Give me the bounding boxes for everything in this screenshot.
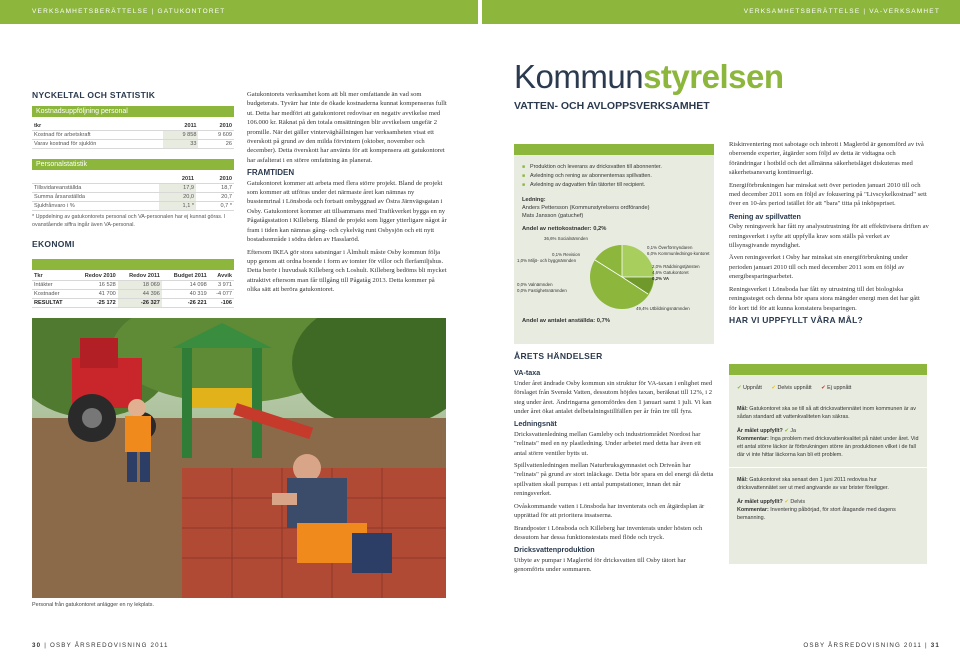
netto-label: Andel av nettokostnader: [522, 226, 592, 232]
title-bold: styrelsen [643, 58, 784, 95]
pie-label: 1,0% Miljö- och byggnämnden [517, 258, 577, 263]
ledning-block [514, 190, 714, 220]
paragraph: Eftersom IKEA gör stora satsningar i Älmhult måste Osby kommun följa upp genom att ordna boende i form av tomter för villor och flerfamiljshus. Detta berör i huvudsak Killeberg och Loshult. Killeberg bedöms bli mycket attraktivt eftersom man får tillgång till Pågatåg 2013. Detta kommer på olika sätt att beröra gatukontoret. [247, 248, 447, 294]
goal-text: Gatukontoret ska senast den 1 juni 2011 redovisa hur dricksvattennätet ser ut med angivande av var brister föreligger. [737, 477, 889, 491]
paragraph: Osby reningsverk har fått ny analysutrustning för att effektivisera driften av reningsverket i syfte att uppfylla krav som ställs på verket av tillsynsgivande myndighet. [729, 223, 929, 250]
table-cell: RESULTAT [32, 299, 73, 308]
employees-label: Andel av antalet anställda: [522, 318, 596, 324]
table-row [32, 193, 234, 202]
comment-text: Inventering påbörjad, för stort åtagande med dagens bemanning. [737, 507, 896, 521]
table-cell: 0,7 * [196, 202, 234, 211]
info-box [514, 144, 714, 344]
goals-box [729, 364, 927, 564]
table-cell: Tillsvidareanställda [32, 184, 159, 193]
table-row [32, 202, 234, 211]
drick-heading: Dricksvattenproduktion [514, 545, 595, 555]
legend-label: Ej uppnått [827, 385, 852, 391]
footer-text: OSBY ÅRSREDOVISNING 2011 | [803, 642, 928, 649]
legend-label: Delvis uppnått [777, 385, 812, 391]
table-header: Redov 2010 [73, 272, 117, 281]
photo-caption: Personal från gatukontoret anlägger en ny lekplats. [32, 602, 154, 608]
pie-label: 0,2% VA [652, 276, 670, 281]
paragraph: Gatukontorets verksamhet kom att bli mer omfattande än vad som budgeterats. Tyvärr har inte de ökade kostnaderna kunnat kompenseras fullt ut. Detta har medfört att gatukontoret redovisar en negativ avvikelse med 106.000 kr. Räknat på den totala omsättningen blir avvikelsen ungefär 2 promille. När det gäller vinterväghållningen har verksamheten visat ett överskott på grund av den milda förvintern (oktober, november och december). Detta överskott har använts för att kompensera att gatukontoret har asfalterat i en större omfattning än planerat. [247, 91, 447, 164]
netto-value: 0,2% [593, 226, 607, 232]
table-cell: 18 069 [118, 281, 162, 290]
list-item: ■ Avledning och rening av abonnenternas spillvatten. [522, 172, 714, 181]
table-cell: Kostnad för arbetskraft [32, 131, 163, 140]
ledningsnat-heading: Ledningsnät [514, 419, 557, 429]
pie-label: 0,1% Revision [552, 252, 581, 257]
table-cell: 33 [163, 140, 199, 149]
ledning-name: Anders Pettersson (Kommunstyrelsens ordförande) [522, 205, 650, 211]
table-cell: 17,9 [159, 184, 196, 193]
table-row [32, 299, 234, 308]
table-header: 2011 [163, 122, 199, 131]
info-list [514, 155, 714, 190]
table-cell: Varav kostnad för sjuklön [32, 140, 163, 149]
page-number: 30 [32, 642, 42, 649]
table-header: 2010 [198, 122, 234, 131]
table-cell: 1,1 * [159, 202, 196, 211]
table-cell: 9 858 [163, 131, 199, 140]
paragraph: Reningsverket i Lönsboda har fått ny utrustning till det biologiska reningssteget och denna bör spara stora mängder energi men det har gått för kort tid för att kunna konstatera besparingen. [729, 285, 920, 312]
table-cell: 16 528 [73, 281, 117, 290]
table-cell: 40 319 [162, 290, 209, 299]
middle-column [247, 90, 447, 298]
ledning-name: Mats Jansson (gatuchef) [522, 213, 584, 219]
economy-title: EKONOMI [32, 239, 75, 249]
table-header: Redov 2011 [118, 272, 162, 281]
list-item: ■ Avledning av dagvatten från tätorter till recipient. [522, 181, 714, 190]
table-cell: 14 098 [162, 281, 209, 290]
legend-label: Uppnått [743, 385, 762, 391]
table-row [32, 184, 234, 193]
check-icon: ✔ [821, 385, 826, 391]
footnote: * Uppdelning av gatukontorets personal och VA-personalen har ej kunnat göras. I ovanstående siffra ingår även VA-personal. [32, 214, 226, 228]
check-icon: ✔ [771, 385, 776, 391]
pie-label: 4,6% Gatukontoret [652, 270, 689, 275]
goal-question: Är målet uppfyllt? [737, 428, 783, 434]
rening-heading: Rening av spillvatten [729, 211, 801, 221]
pie-label: 36,6% Socialnämnden [544, 236, 588, 241]
goal-text: Gatukontoret ska se till så att dricksvattennätet inom kommunen är av sådan standard att vattenkvaliteten kan säkras. [737, 406, 916, 420]
goal-answer: Delvis [790, 499, 806, 505]
page-number: 31 [930, 642, 940, 649]
footer-right [803, 642, 940, 649]
list-item: ■ Produktion och leverans av dricksvatten till abonnenter. [522, 163, 714, 172]
comment-text: Inga problem med dricksvattenkvalitet på nätet under året. Vid ett antal större läckor är förbrukningen större än produktionen vilket i de fall där vi inte hittar läckorna kan bli ett problem. [737, 436, 919, 458]
goal-question: Är målet uppfyllt? [737, 499, 783, 505]
table-cell: 20,7 [196, 193, 234, 202]
va-taxa-heading: VA-taxa [514, 368, 541, 378]
pie-label: 2,0% Räddningstjänsten [652, 264, 700, 269]
table-cell: 9 609 [198, 131, 234, 140]
events-column [514, 352, 714, 578]
goal-answer: Ja [790, 428, 797, 434]
economy-table [32, 272, 234, 308]
paragraph: Energiförbrukningen har minskat sett över perioden januari 2010 till och med december 2011 som en följd av fokusering på "Livscykelkostnad" sett över en 10-års period istället för att "bara" titta på inköpspriset. [729, 181, 927, 208]
events-title: ÅRETS HÄNDELSER [514, 351, 603, 361]
table-cell: -106 [209, 299, 234, 308]
stats-title: NYCKELTAL OCH STATISTIK [32, 90, 156, 100]
table-row [32, 281, 234, 290]
goal-1 [729, 392, 927, 459]
table-cell: Sjukfrånvaro i % [32, 202, 159, 211]
table-header: Avvik [209, 272, 234, 281]
playground-photo [32, 318, 446, 598]
paragraph: Ovåskommande vatten i Lönsboda har inventerats och en åtgärdsplan är upprättad för att prioritera insatserna. [514, 502, 705, 520]
table-header: Tkr [32, 272, 73, 281]
table-cell: 20,0 [159, 193, 196, 202]
page-title [514, 58, 784, 96]
goal-label: Mål: [737, 477, 748, 483]
pie-label: 0,0% Fastighetsnämnden [517, 288, 567, 293]
table-cell: -26 327 [118, 299, 162, 308]
paragraph: Utbyte av pumpar i Magleröd för dricksvatten till Osby tätort har genomförts under sommaren. [514, 556, 686, 574]
paragraph: Spillvattenledningen mellan Naturbruksgymnasiet och Driveån har "relinats" på grund av stort inläckage. Detta bör spara en del energi då detta spillvatten skall pumpas i ett antal pumpstationer, innan det når reningsverket. [514, 462, 714, 498]
goals-title: HAR VI UPPFYLLT VÅRA MÅL? [729, 314, 864, 325]
employees-line [514, 318, 714, 324]
pie-chart [514, 232, 714, 318]
paragraph: Brandposter i Lönsboda och Killeberg har inventerats under hösten och dessutom har dessa funktionstestats med flöde och tryck. [514, 524, 703, 541]
header-right: VERKSAMHETSBERÄTTELSE | VA-VERKSAMHET [482, 0, 960, 24]
photo-illustration [32, 318, 446, 598]
table-cell: -26 221 [162, 299, 209, 308]
economy-green-bar [32, 259, 234, 270]
table-cell: 3 971 [209, 281, 234, 290]
page-subtitle: VATTEN- OCH AVLOPPSVERKSAMHET [514, 100, 710, 112]
comment-label: Kommentar: [737, 507, 769, 513]
framtiden-heading: FRAMTIDEN [247, 168, 295, 178]
title-plain: Kommun [514, 58, 644, 95]
footer-left [32, 642, 169, 649]
right-column [729, 140, 929, 325]
table-header: tkr [32, 122, 163, 131]
goal-2 [729, 467, 927, 522]
pie-label: 0,1% Överförmyndaren [647, 245, 693, 250]
check-icon: ✔ [784, 428, 789, 434]
employees-value: 0,7% [596, 318, 610, 324]
goal-label: Mål: [737, 406, 748, 412]
paragraph: Gatukontoret kommer att arbeta med flera större projekt. Bland de projekt som kommer att utföras under det närmaste året kan nämnas ny busstemrinal i Lönsboda och fortsatt ombyggnad av Östra Järnvägsgatan i Osby. Gatukontoret kommer att tillsammans med Trafikverket bygga en ny Pågatågsstation i Killeberg. Bland de projekt som ligger ytterligare något år fram i tiden kan nämnas gång- och cykelväg runt Osbysjön och ett nytt bostadsområde i södra delen av Hasslaröd. [247, 179, 447, 244]
paragraph: Dricksvattenledning mellan Gamleby och industriområdet Nordost har "relinats" med en ny plastledning. Under arbetet med detta har även ett antal större ventiler bytts ut. [514, 430, 702, 457]
table-row [32, 131, 234, 140]
comment-label: Kommentar: [737, 436, 769, 442]
personnel-title: Personalstatistik [32, 159, 234, 170]
table-header: 2010 [196, 175, 234, 184]
stats-section [32, 90, 234, 270]
table-header: Budget 2011 [162, 272, 209, 281]
check-icon: ✔ [784, 499, 789, 505]
table-header: 2011 [159, 175, 196, 184]
ledning-label: Ledning: [522, 197, 546, 203]
table-cell: 41 700 [73, 290, 117, 299]
pie-label: 6,0% Kommunlednings-kontoret [647, 251, 710, 256]
table-cell: -25 172 [73, 299, 117, 308]
table-cell: Kostnader [32, 290, 73, 299]
table-cell: 44 396 [118, 290, 162, 299]
header-left: VERKSAMHETSBERÄTTELSE | GATUKONTORET [0, 0, 478, 24]
check-icon: ✔ [737, 385, 742, 391]
goal-legend [729, 375, 927, 392]
personnel-table [32, 175, 234, 211]
paragraph: Under året ändrade Osby kommun sin struktur för VA-taxan i enlighet med förslaget från Svenskt Vatten, dessutom höjdes taxan, beräknat till 12%, i 2 steg under året. Ändringarna genomfördes den 1 januari samt 1 juli. Vi kan under året ökat antalet delbetalningstillfällen per år från tre till fyra. [514, 379, 713, 416]
table-cell: 18,7 [196, 184, 234, 193]
table-cell: 26 [198, 140, 234, 149]
netto-line [514, 220, 714, 232]
table-cell: -4 077 [209, 290, 234, 299]
table-row [32, 140, 234, 149]
paragraph: Även reningsverket i Osby har minskat sin energiförbrukning under perioden januari 2010 till och med december 2011 som en följd av energibesparingsarbetet. [729, 254, 908, 281]
table-header [32, 175, 159, 184]
footer-text: | OSBY ÅRSREDOVISNING 2011 [44, 642, 169, 649]
pie-label: 49,4% Utbildningsnämnden [636, 306, 690, 311]
table-row [32, 290, 234, 299]
paragraph: Riskinventering mot sabotage och inbrott i Magleröd är genomförd av två oberoende experter, åtgärder som följd av detta är vidtagna och förändringar i hotbild och det allmänna säkerhetsläget diskuteras med säkerhetsansvarig kontinuerligt. [729, 141, 924, 177]
cost-table [32, 122, 234, 149]
cost-title: Kostnadsuppföljning personal [32, 106, 234, 117]
table-cell: Summa årsanställda [32, 193, 159, 202]
pie-label: 0,0% Valnämnden [517, 282, 553, 287]
table-cell: Intäkter [32, 281, 73, 290]
